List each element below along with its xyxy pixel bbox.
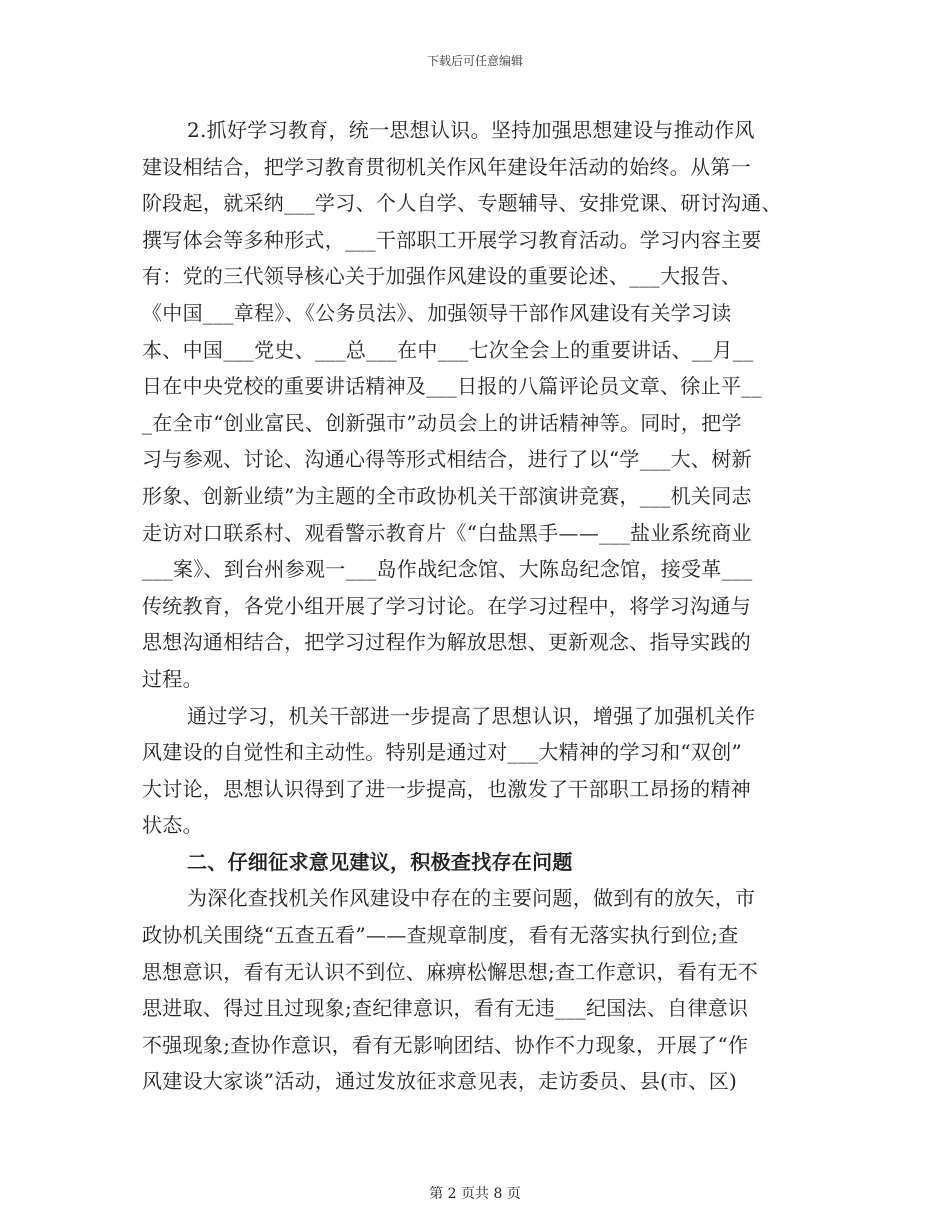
paragraph-line: 政协机关围绕“五查五看”——查规章制度，看有无落实执行到位;查: [142, 923, 739, 948]
paragraph-line: 建设相结合，把学习教育贯彻机关作风年建设年活动的始终。从第一: [142, 154, 751, 179]
paragraph-line: 为深化查找机关作风建设中存在的主要问题，做到有的放矢，市: [187, 886, 756, 911]
paragraph-line: 状态。: [142, 813, 203, 838]
paragraph-line: 撰写体会等多种形式，___干部职工开展学习教育活动。学习内容主要: [142, 227, 762, 252]
page-header-note: 下载后可任意编辑: [426, 54, 523, 68]
paragraph-line: 有：党的三代领导核心关于加强作风建设的重要论述、___大报告、: [142, 264, 742, 289]
paragraph-line: ___案》、到台州参观一___岛作战纪念馆、大陈岛纪念馆，接受革___: [142, 557, 753, 582]
section-heading: 二、仔细征求意见建议，积极查找存在问题: [187, 849, 573, 874]
paragraph-line: 日在中央党校的重要讲话精神及___日报的八篇评论员文章、徐止平__: [142, 374, 762, 399]
paragraph-line: 思想沟通相结合，把学习过程作为解放思想、更新观念、指导实践的: [142, 630, 751, 655]
paragraph-line: 过程。: [142, 666, 203, 691]
paragraph-line: 思进取、得过且过现象;查纪律意识，看有无违___纪国法、自律意识: [142, 996, 749, 1021]
paragraph-line: 形象、创新业绩”为主题的全市政协机关干部演讲竞赛，___机关同志: [142, 483, 752, 508]
paragraph-line: 本、中国___党史、___总___在中___七次全会上的重要讲话、__月__: [142, 337, 754, 362]
paragraph-line: 走访对口联系村、观看警示教育片《“白盐黑手——___盐业系统商业: [142, 520, 752, 545]
paragraph-line: 不强现象;查协作意识，看有无影响团结、协作不力现象，开展了“作: [142, 1032, 749, 1057]
paragraph-line: _在全市“创业富民、创新强市”动员会上的讲话精神等。同时，把学: [142, 410, 742, 435]
page-number: 第 2 页共 8 页: [429, 1186, 521, 1202]
document-body: [142, 112, 812, 1100]
paragraph-line: 风建设大家谈”活动，通过发放征求意见表，走访委员、县(市、区): [142, 1069, 738, 1094]
paragraph-line: 阶段起，就采纳___学习、个人自学、专题辅导、安排党课、研讨沟通、: [142, 191, 782, 216]
paragraph-line: 《中国___章程》、《公务员法》、加强领导干部作风建设有关学习读: [142, 300, 732, 325]
paragraph-line: 传统教育，各党小组开展了学习讨论。在学习过程中，将学习沟通与: [142, 593, 751, 618]
paragraph-line: 通过学习，机关干部进一步提高了思想认识，增强了加强机关作: [187, 703, 756, 728]
paragraph-line: 思想意识，看有无认识不到位、麻痹松懈思想;查工作意识，看有无不: [142, 959, 759, 984]
paragraph-line: 大讨论，思想认识得到了进一步提高，也激发了干部职工昂扬的精神: [142, 776, 751, 801]
paragraph-line: 2.抓好学习教育，统一思想认识。坚持加强思想建设与推动作风: [187, 118, 755, 142]
paragraph-line: 习与参观、讨论、沟通心得等形式相结合，进行了以“学___大、树新: [142, 447, 752, 472]
paragraph-line: 风建设的自觉性和主动性。特别是通过对___大精神的学习和“双创”: [142, 740, 743, 765]
